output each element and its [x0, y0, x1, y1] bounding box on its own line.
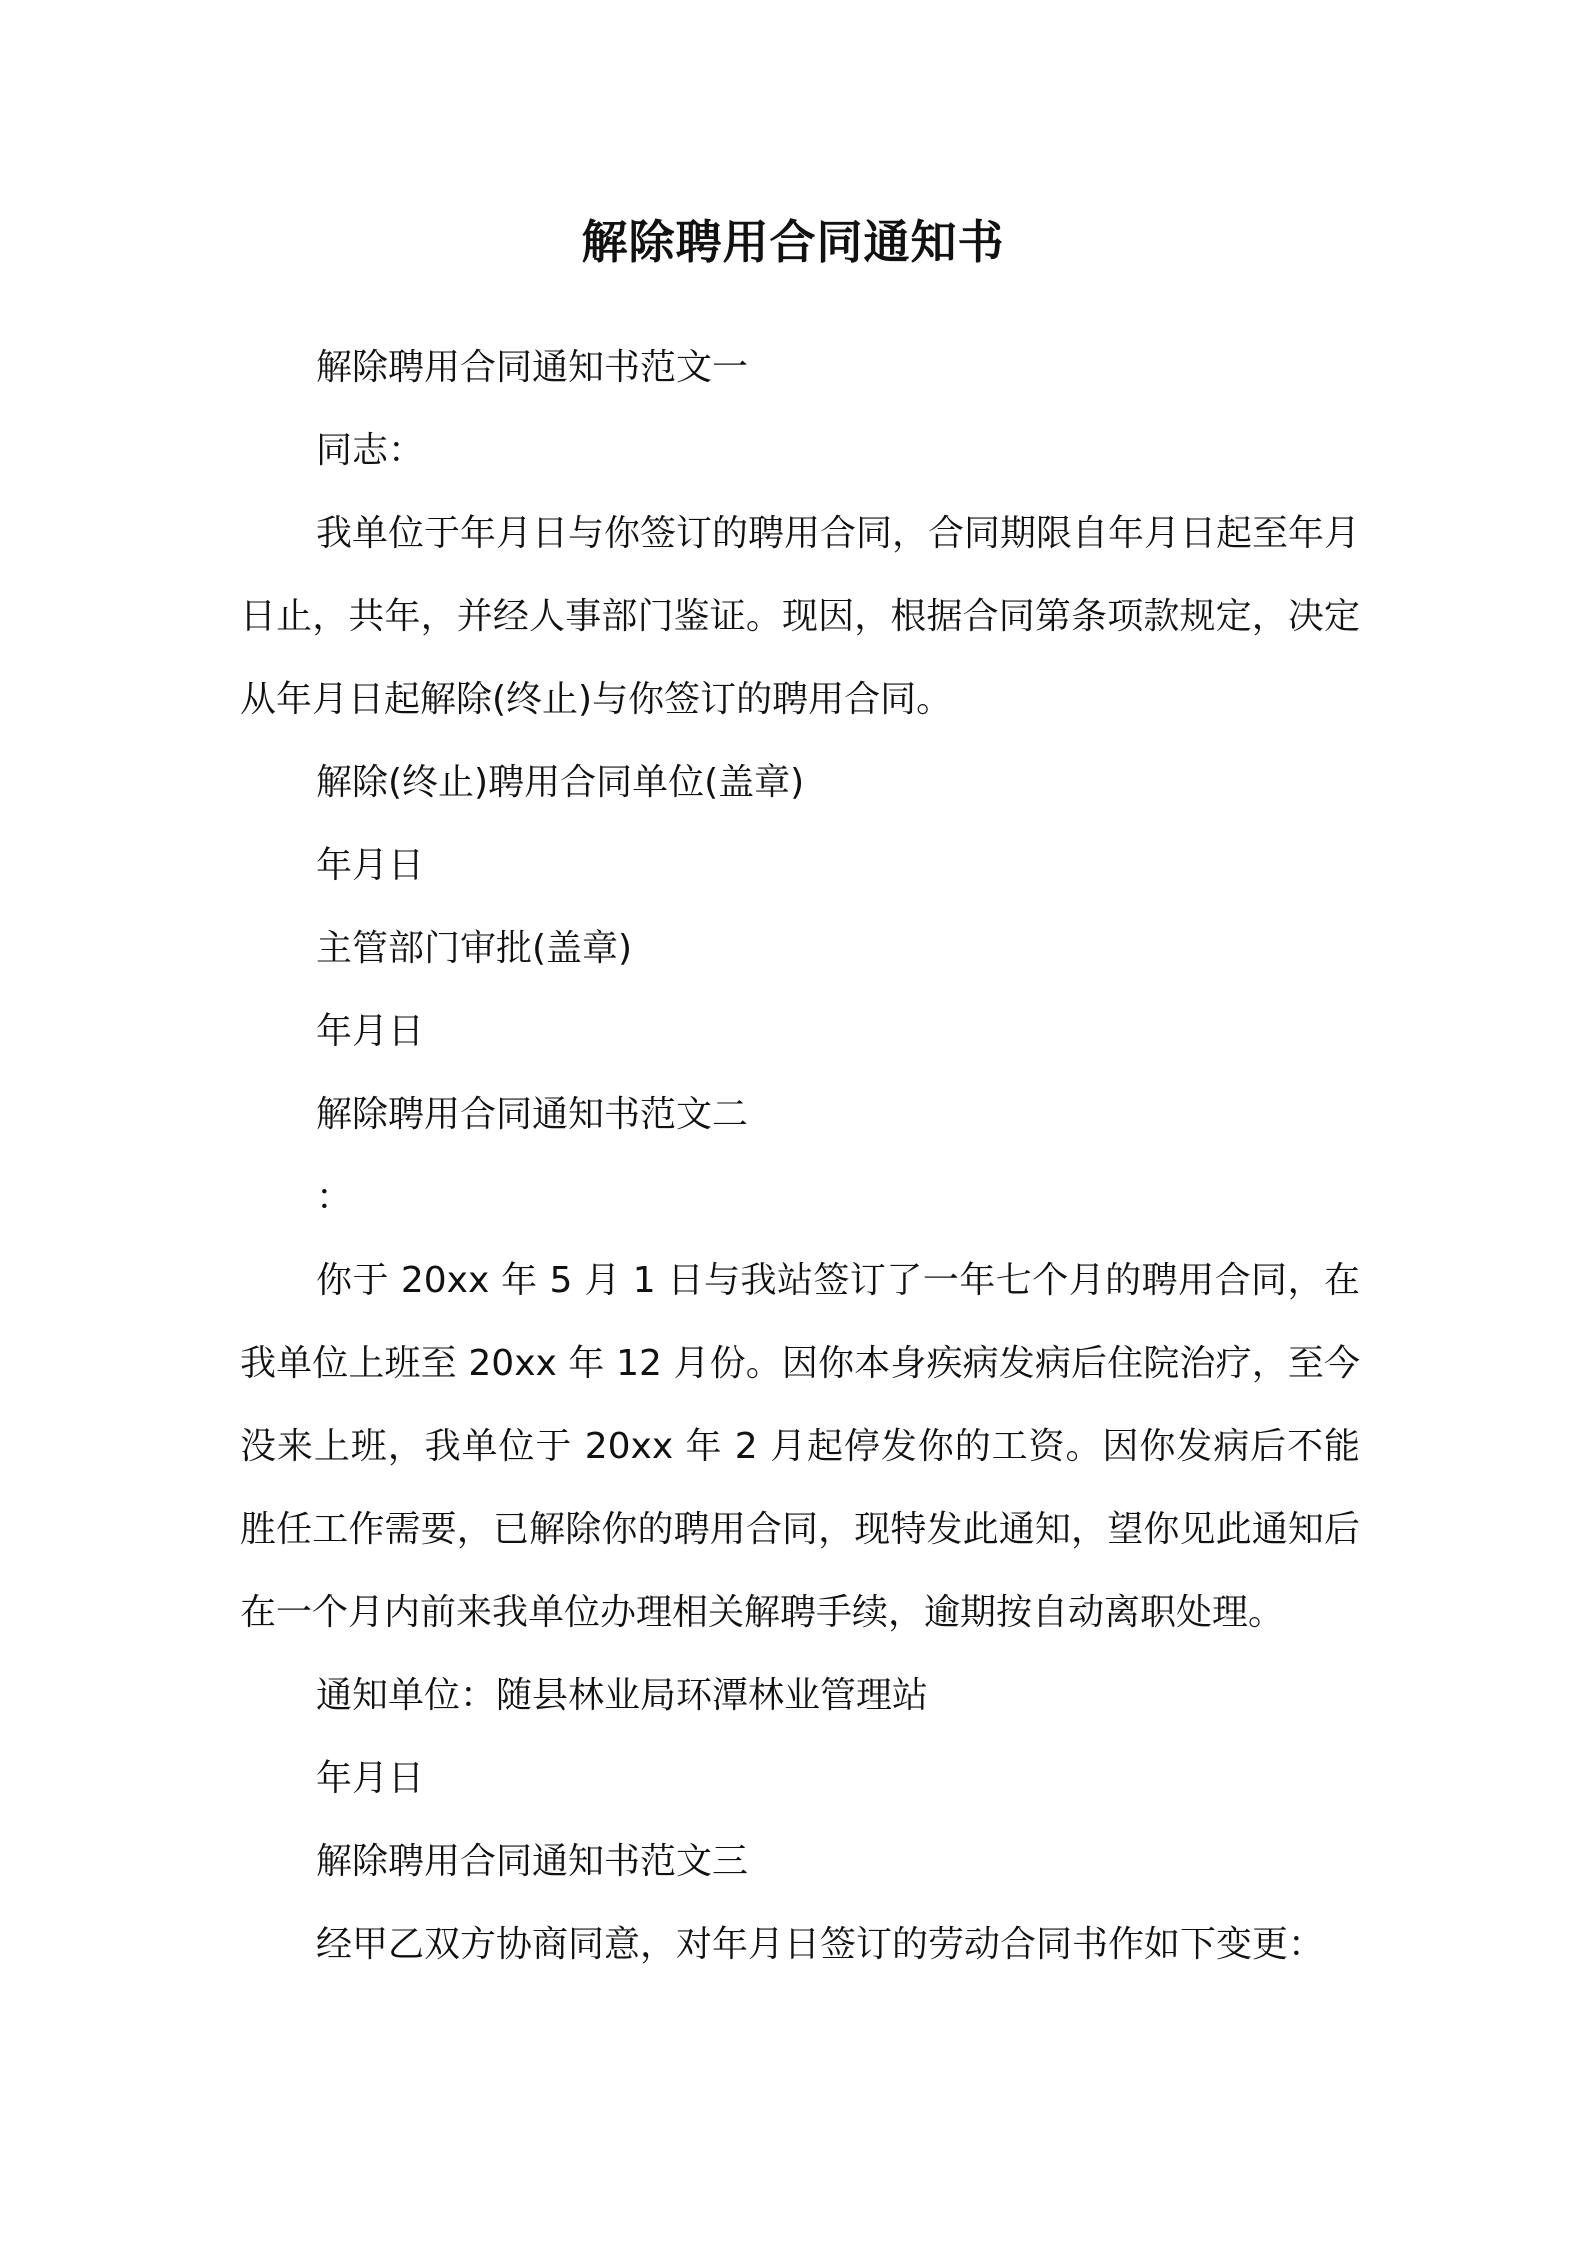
notice-paragraph-2: 你于 20xx 年 5 月 1 日与我站签订了一年七个月的聘用合同，在我单位上班至 20xx 年 12 月份。因你本身疾病发病后住院治疗，至今没来上班，我单位于 20xx 年 2 月起停发你的工资。因你发病后不能胜任工作需要，已解除你的聘用合同，现特发此通知，望你见此通知后在一个月内前来我单位办理相关解聘手续，逾期按自动离职处理。	[240, 1260, 1360, 1633]
date-line-1: 年月日	[316, 845, 425, 886]
section-heading-sample-1: 解除聘用合同通知书范文一	[316, 347, 749, 388]
document-title: 解除聘用合同通知书	[581, 215, 1005, 269]
notice-paragraph-3: 经甲乙双方协商同意，对年月日签订的劳动合同书作如下变更：	[316, 1924, 1325, 1965]
salutation-2: ：	[316, 1177, 353, 1218]
document-body	[240, 326, 1360, 1986]
date-line-3: 年月日	[316, 1758, 425, 1799]
section-heading-sample-2: 解除聘用合同通知书范文二	[316, 1094, 749, 1135]
issuing-unit-line: 通知单位：随县林业局环潭林业管理站	[316, 1675, 929, 1716]
salutation: 同志：	[316, 430, 425, 471]
date-line-2: 年月日	[316, 1011, 425, 1052]
notice-paragraph-1: 我单位于年月日与你签订的聘用合同，合同期限自年月日起至年月日止，共年，并经人事部门鉴证。现因，根据合同第条项款规定，决定从年月日起解除(终止)与你签订的聘用合同。	[240, 513, 1361, 720]
section-heading-sample-3: 解除聘用合同通知书范文三	[316, 1841, 749, 1882]
issuer-seal-line: 解除(终止)聘用合同单位(盖章)	[316, 762, 805, 803]
approval-seal-line: 主管部门审批(盖章)	[316, 928, 633, 969]
